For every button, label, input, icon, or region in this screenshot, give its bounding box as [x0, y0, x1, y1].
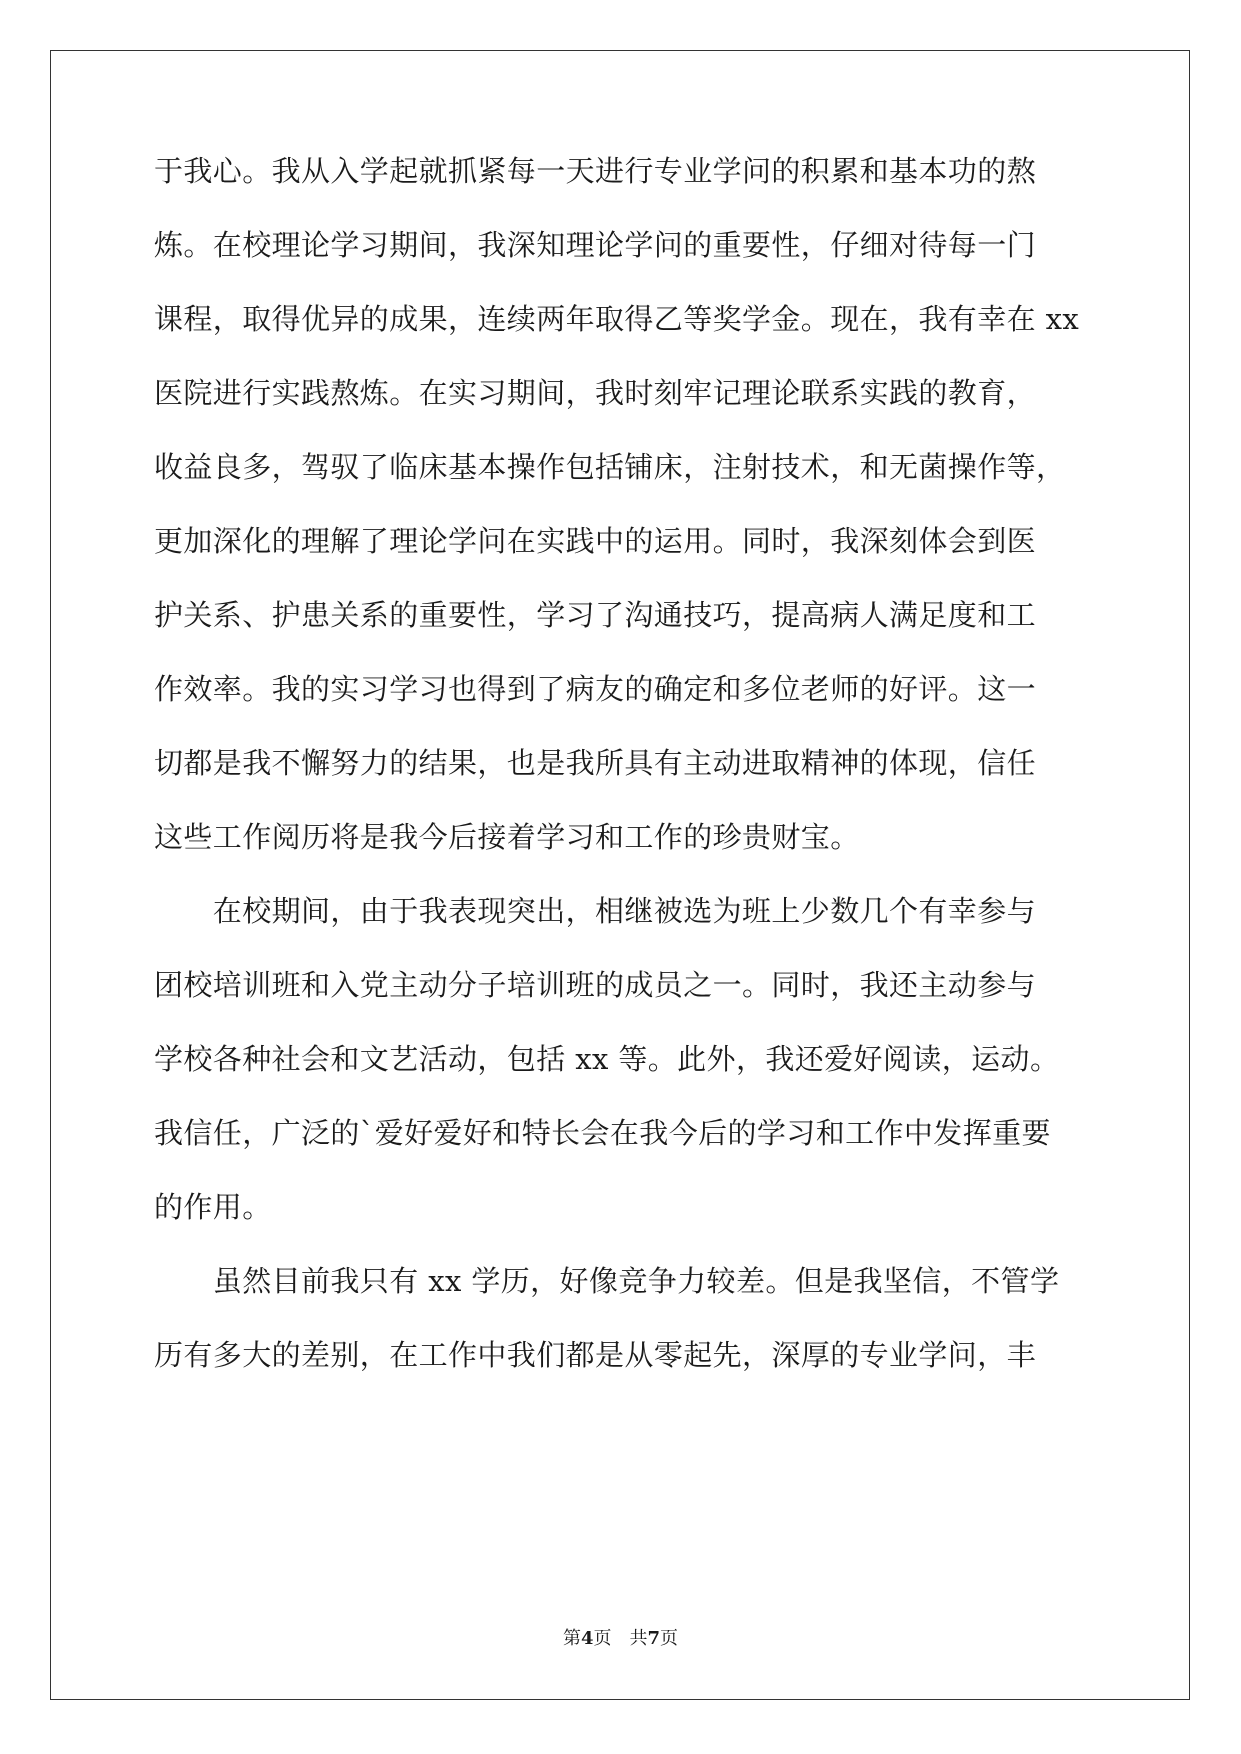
page-footer	[0, 1627, 1241, 1651]
text-line-12: 团校培训班和入党主动分子培训班的成员之一。同时，我还主动参与	[154, 968, 1037, 1002]
text-line-6: 更加深化的理解了理论学问在实践中的运用。同时，我深刻体会到医	[154, 524, 1037, 558]
footer-prefix: 第	[562, 1628, 581, 1649]
text-line-11: 在校期间，由于我表现突出，相继被选为班上少数几个有幸参与	[154, 894, 1037, 928]
text-line-7: 护关系、护患关系的重要性，学习了沟通技巧，提高病人满足度和工	[154, 598, 1037, 632]
text-line-8: 作效率。我的实习学习也得到了病友的确定和多位老师的好评。这一	[154, 672, 1037, 706]
text-line-3: 课程，取得优异的成果，连续两年取得乙等奖学金。现在，我有幸在 xx	[154, 302, 1080, 336]
text-line-15: 的作用。	[154, 1190, 272, 1224]
text-line-4: 医院进行实践熬炼。在实习期间，我时刻牢记理论联系实践的教育，	[154, 376, 1037, 410]
footer-suffix: 页	[660, 1628, 679, 1649]
text-line-2: 炼。在校理论学习期间，我深知理论学问的重要性，仔细对待每一门	[154, 228, 1037, 262]
footer-current-page: 4	[580, 1628, 594, 1649]
page-border	[50, 50, 1190, 1700]
text-line-14: 我信任，广泛的`爱好爱好和特长会在我今后的学习和工作中发挥重要	[154, 1116, 1051, 1150]
footer-middle: 页 共	[593, 1628, 648, 1649]
text-line-5: 收益良多，驾驭了临床基本操作包括铺床，注射技术，和无菌操作等，	[154, 450, 1066, 484]
text-line-9: 切都是我不懈努力的结果，也是我所具有主动进取精神的体现，信任	[154, 746, 1037, 780]
footer-total-pages: 7	[647, 1628, 661, 1649]
text-line-17: 历有多大的差别，在工作中我们都是从零起先，深厚的专业学问，丰	[154, 1338, 1037, 1372]
text-line-1: 于我心。我从入学起就抓紧每一天进行专业学问的积累和基本功的熬	[154, 154, 1037, 188]
text-line-16: 虽然目前我只有 xx 学历，好像竞争力较差。但是我坚信，不管学	[154, 1264, 1060, 1298]
text-line-13: 学校各种社会和文艺活动，包括 xx 等。此外，我还爱好阅读，运动。	[154, 1042, 1060, 1076]
text-line-10: 这些工作阅历将是我今后接着学习和工作的珍贵财宝。	[154, 820, 860, 854]
